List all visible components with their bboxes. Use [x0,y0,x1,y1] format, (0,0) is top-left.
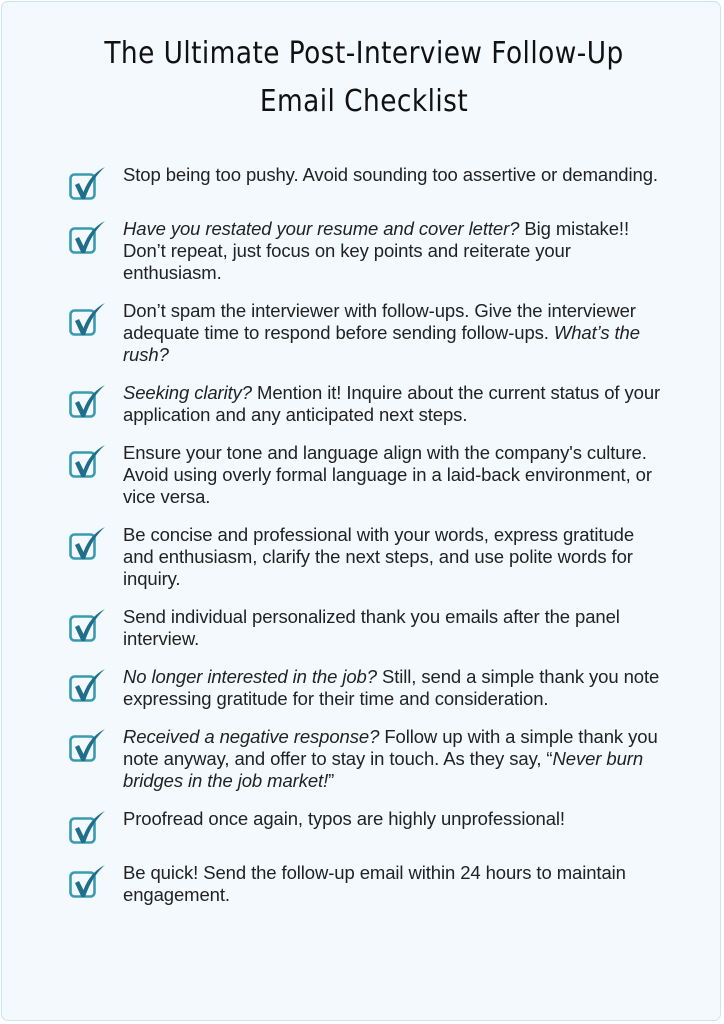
text-segment: Follow up with a simple thank you note anyway, and offer to stay in touch. As they say, “ [123,726,658,769]
text-segment: Still, send a simple thank you note expressing gratitude for their time and consideration. [123,666,660,709]
checklist-item-text [123,808,668,830]
checklist-item-text [123,666,668,710]
checkbox-checked-icon [68,220,108,256]
text-segment: Ensure your tone and language align with the company's culture. Avoid using overly formal language in a laid-back environment, or vice versa. [123,442,652,507]
checklist-item-text [123,164,668,186]
checkbox-checked-icon [68,810,108,846]
text-segment: Send individual personalized thank you emails after the panel interview. [123,606,620,649]
checklist-item [68,808,668,846]
title-line-2: Email Checklist [259,84,469,119]
italic-text: What’s the rush? [123,322,640,365]
checklist-item [68,382,668,426]
text-segment: Stop being too pushy. Avoid sounding too assertive or demanding. [123,164,658,185]
text-segment: Be quick! Send the follow-up email within 24 hours to maintain engagement. [123,862,626,905]
checkbox-checked-icon [68,668,108,704]
checkbox-checked-icon [68,526,108,562]
italic-text: No longer interested in the job? [123,666,377,687]
checkbox-checked-icon [68,384,108,420]
checkbox-checked-icon [68,728,108,764]
checklist-item [68,862,668,906]
checklist-item [68,524,668,590]
checklist-item [68,164,668,202]
checkbox-checked-icon [68,444,108,480]
page-title [45,30,682,126]
title-line-1: The Ultimate Post-Interview Follow-Up [104,36,624,71]
italic-text: Never burn bridges in the job market! [123,748,644,791]
checklist-item [68,726,668,792]
checkbox-checked-icon [68,302,108,338]
checklist-item-text [123,726,668,792]
checkbox-checked-icon [68,864,108,900]
checklist-item-text [123,524,668,590]
italic-text: Seeking clarity? [123,382,252,403]
checkbox-checked-icon [68,608,108,644]
checklist-item [68,666,668,710]
checklist-item [68,218,668,284]
checklist [68,164,668,922]
checkbox-checked-icon [68,166,108,202]
checklist-item [68,606,668,650]
text-segment: Don’t spam the interviewer with follow-ups. Give the interviewer adequate time to respond before sending follow-ups. [123,300,636,343]
checklist-item-text [123,300,668,366]
checklist-item [68,442,668,508]
checklist-item-text [123,862,668,906]
checklist-item-text [123,218,668,284]
text-segment: Big mistake!! Don’t repeat, just focus on key points and reiterate your enthusiasm. [123,218,629,283]
checklist-item [68,300,668,366]
text-segment: Be concise and professional with your words, express gratitude and enthusiasm, clarify the next steps, and use polite words for inquiry. [123,524,635,589]
checklist-item-text [123,606,668,650]
text-segment: Proofread once again, typos are highly unprofessional! [123,808,565,829]
checklist-item-text [123,382,668,426]
italic-text: Received a negative response? [123,726,380,747]
text-segment: ” [328,770,335,791]
italic-text: Have you restated your resume and cover letter? [123,218,520,239]
checklist-item-text [123,442,668,508]
text-segment: Mention it! Inquire about the current status of your application and any anticipated next steps. [123,382,661,425]
